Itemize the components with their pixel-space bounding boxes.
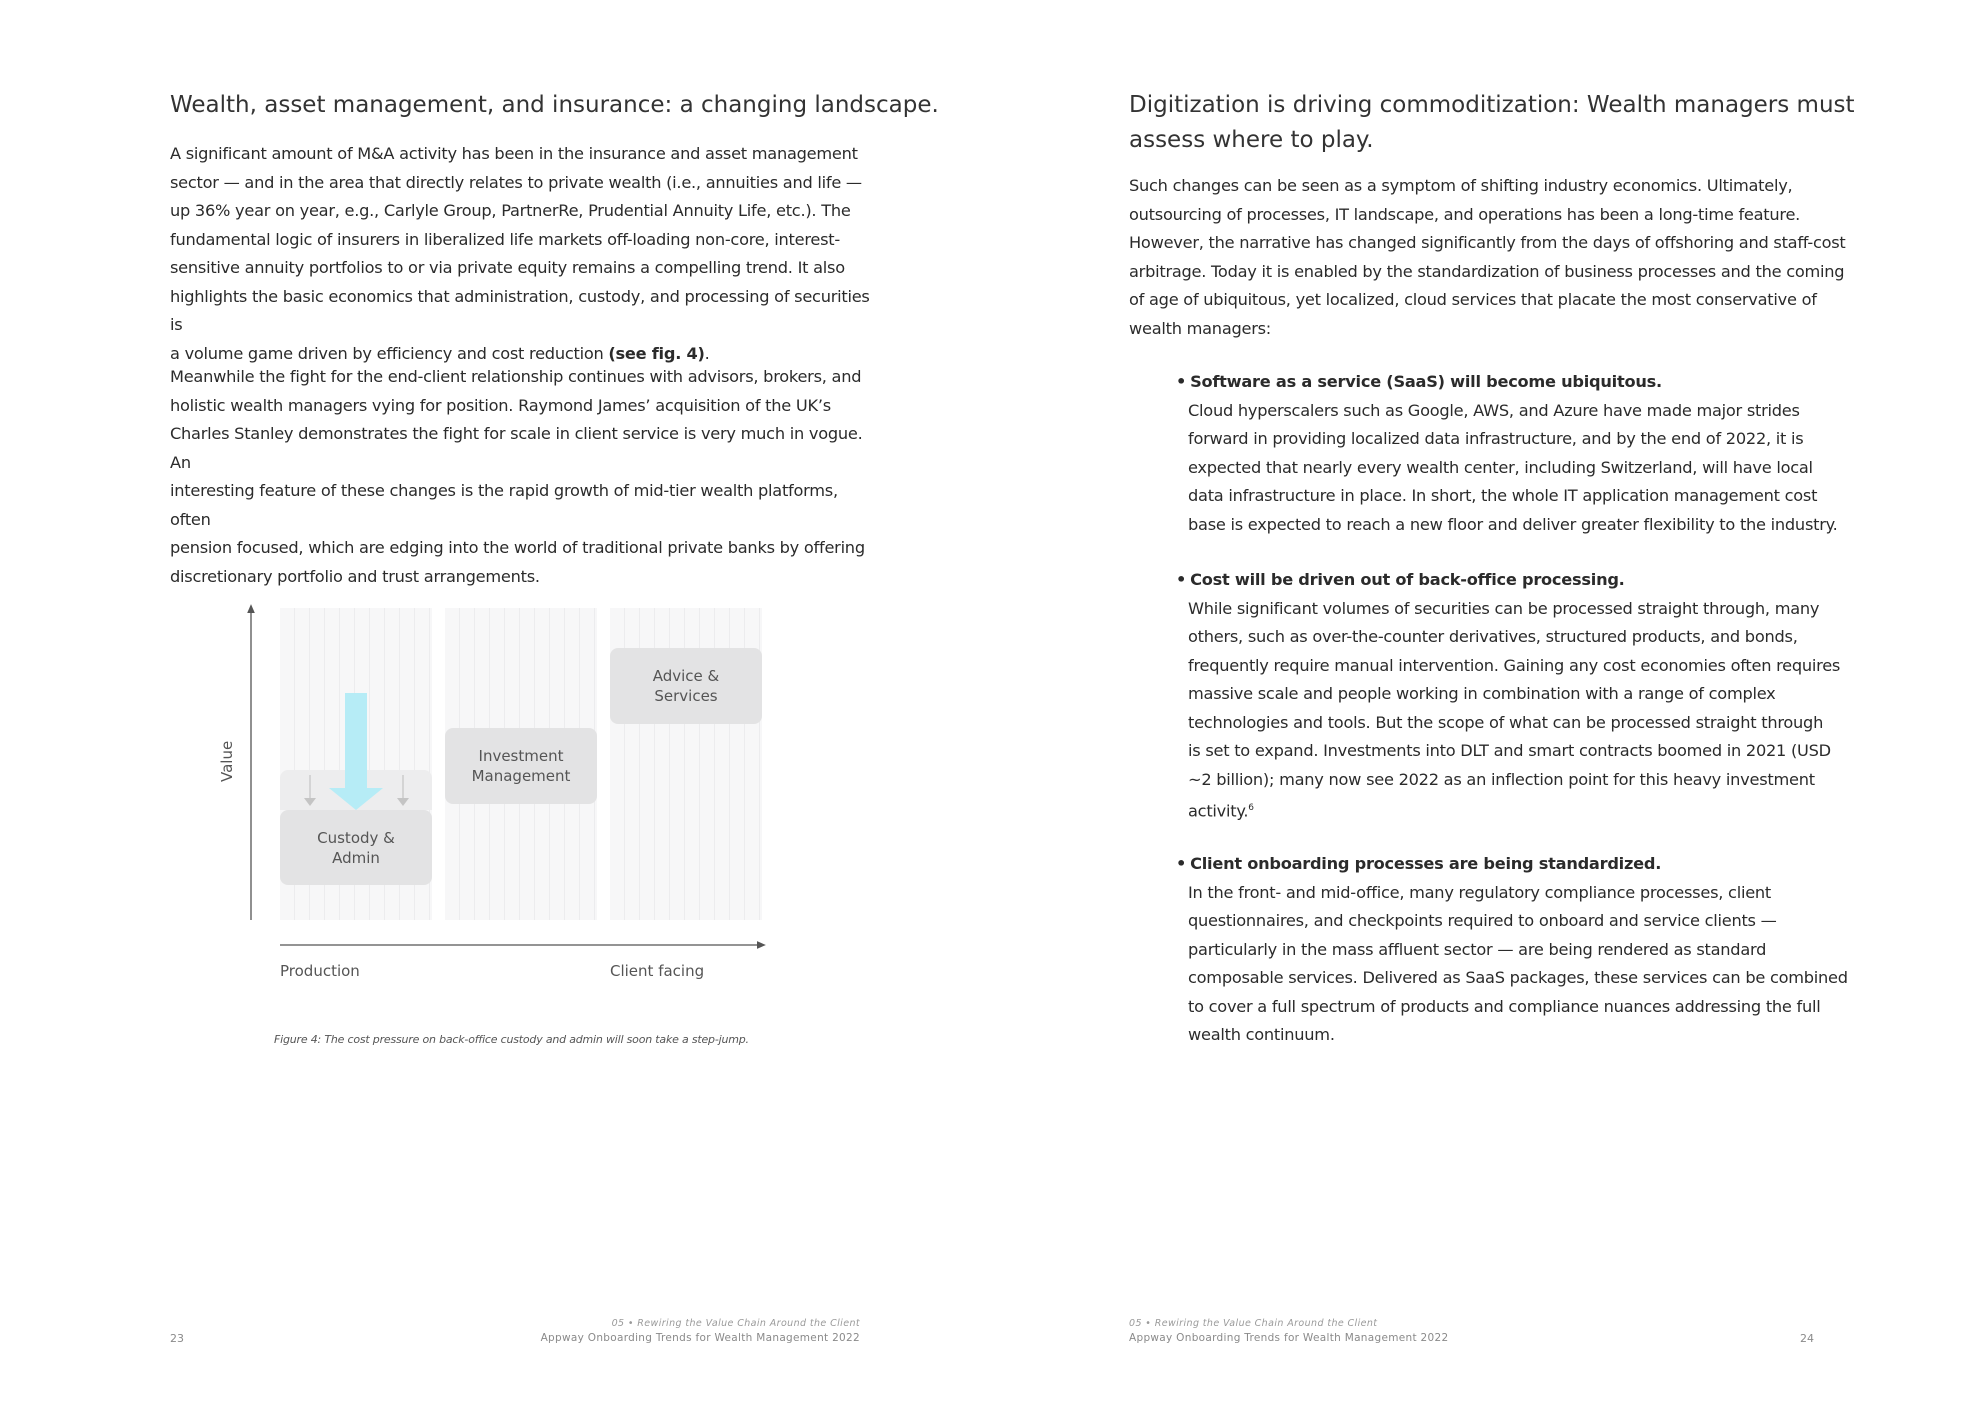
heading-line: Digitization is driving commoditization: Wealth managers must xyxy=(1129,92,1855,118)
custody-admin-box xyxy=(280,810,432,885)
bullet-title xyxy=(1176,368,1868,397)
text-line: expected that nearly every wealth center, including Switzerland, will have local xyxy=(1188,457,1813,477)
bullet-dot: • xyxy=(1176,372,1187,391)
page-number: 24 xyxy=(1800,1332,1814,1345)
text-line: particularly in the mass affluent sector — are being rendered as standard xyxy=(1188,939,1767,959)
text-line: In the front- and mid-office, many regulatory compliance processes, client xyxy=(1188,882,1772,902)
text-line: composable services. Delivered as SaaS packages, these services can be combined xyxy=(1188,968,1848,987)
text-line: frequently require manual intervention. Gaining any cost economies often requires xyxy=(1188,655,1841,675)
heading-line: assess where to play. xyxy=(1129,127,1374,153)
text-line: interesting feature of these changes is the rapid growth of mid-tier wealth platforms, often xyxy=(170,481,838,529)
footer-title: Appway Onboarding Trends for Wealth Management 2022 xyxy=(540,1332,860,1344)
text-line: pension focused, which are edging into the world of traditional private banks by offering xyxy=(170,538,865,557)
text-line: Meanwhile the fight for the end-client relationship continues with advisors, brokers, and xyxy=(170,367,862,386)
box-label-line: Custody & xyxy=(317,828,395,847)
text-span: . xyxy=(704,343,710,363)
text-line: data infrastructure in place. In short, the whole IT application management cost xyxy=(1188,486,1818,505)
footnote-marker: 6 xyxy=(1248,803,1254,813)
text-line: holistic wealth managers vying for position. Raymond James’ acquisition of the UK’s xyxy=(170,395,831,415)
text-line: highlights the basic economics that administration, custody, and processing of securities is xyxy=(170,286,870,334)
right-heading xyxy=(1129,88,1855,158)
text-line: fundamental logic of insurers in liberalized life markets off-loading non-core, interest- xyxy=(170,229,840,249)
box-label-line: Admin xyxy=(332,848,380,867)
text-line: Cloud hyperscalers such as Google, AWS, and Azure have made major strides xyxy=(1188,400,1800,420)
bullet-title xyxy=(1176,850,1868,879)
text-line: massive scale and people working in combination with a range of complex xyxy=(1188,684,1776,703)
investment-management-box xyxy=(445,728,597,804)
bullet-dot: • xyxy=(1176,854,1187,873)
text-line: up 36% year on year, e.g., Carlyle Group, PartnerRe, Prudential Annuity Life, etc.). The xyxy=(170,201,851,220)
text-line: While significant volumes of securities can be processed straight through, many xyxy=(1188,598,1820,618)
text-line: to cover a full spectrum of products and compliance nuances addressing the full xyxy=(1188,996,1821,1016)
bullet-title-text: Software as a service (SaaS) will become ubiquitous. xyxy=(1190,372,1662,391)
footer-section: 05 • Rewiring the Value Chain Around the Client xyxy=(1129,1318,1378,1329)
y-axis-label: Value xyxy=(218,740,236,782)
text-line: is set to expand. Investments into DLT and smart contracts boomed in 2021 (USD xyxy=(1188,741,1831,760)
text-line: outsourcing of processes, IT landscape, and operations has been a long-time feature. xyxy=(1129,204,1801,224)
right-intro-paragraph xyxy=(1129,172,1849,343)
footer-section: 05 • Rewiring the Value Chain Around the Client xyxy=(611,1318,860,1329)
text-line: ~2 billion); many now see 2022 as an inflection point for this heavy investment xyxy=(1188,769,1815,789)
text-line: wealth managers: xyxy=(1129,318,1272,338)
text-line: discretionary portfolio and trust arrangements. xyxy=(170,566,540,586)
text-line: arbitrage. Today it is enabled by the standardization of business processes and the coming xyxy=(1129,261,1845,281)
x-axis-label-client-facing: Client facing xyxy=(610,962,705,980)
text-line: of age of ubiquitous, yet localized, cloud services that placate the most conservative of xyxy=(1129,290,1817,309)
text-line: sector — and in the area that directly relates to private wealth (i.e., annuities and life — xyxy=(170,172,862,192)
text-line: base is expected to reach a new floor and deliver greater flexibility to the industry. xyxy=(1188,514,1838,534)
cost-pressure-down-arrow xyxy=(329,693,383,810)
left-paragraph-1 xyxy=(170,140,870,368)
figure-reference: (see fig. 4) xyxy=(608,343,705,363)
box-label-line: Services xyxy=(654,687,718,705)
value-chain-figure xyxy=(200,590,800,1010)
footer-title: Appway Onboarding Trends for Wealth Management 2022 xyxy=(1129,1332,1449,1344)
small-down-arrow-right xyxy=(397,775,409,806)
small-down-arrow-left xyxy=(304,775,316,806)
text-line: sensitive annuity portfolios to or via private equity remains a compelling trend. It also xyxy=(170,258,845,277)
text-line xyxy=(1188,794,1868,826)
box-label-line: Advice & xyxy=(652,667,720,685)
text-line: However, the narrative has changed significantly from the days of offshoring and staff-cost xyxy=(1129,233,1846,252)
left-heading: Wealth, asset management, and insurance: a changing landscape. xyxy=(170,92,939,118)
advice-services-box xyxy=(610,648,762,724)
text-line: questionnaires, and checkpoints required to onboard and service clients — xyxy=(1188,911,1777,930)
right-page xyxy=(992,0,1984,1403)
bullet-back-office xyxy=(1176,566,1868,826)
figure-caption: Figure 4: The cost pressure on back-office custody and admin will soon take a step-jump. xyxy=(274,1033,749,1046)
page-number: 23 xyxy=(170,1332,184,1345)
text-line: technologies and tools. But the scope of what can be processed straight through xyxy=(1188,712,1824,732)
text-line: wealth continuum. xyxy=(1188,1025,1335,1044)
x-axis-label-production: Production xyxy=(280,962,360,980)
text-line: forward in providing localized data infrastructure, and by the end of 2022, it is xyxy=(1188,429,1804,448)
box-label-line: Management xyxy=(471,767,571,785)
bullet-dot: • xyxy=(1176,570,1187,589)
box-label-line: Investment xyxy=(478,747,564,765)
bullet-onboarding xyxy=(1176,850,1868,1050)
bullet-title xyxy=(1176,566,1868,595)
bullet-title-text: Client onboarding processes are being standardized. xyxy=(1190,854,1662,873)
bullet-saas xyxy=(1176,368,1868,539)
text-line: Charles Stanley demonstrates the fight for scale in client service is very much in vogue. An xyxy=(170,424,863,472)
text-span: activity. xyxy=(1188,801,1249,821)
bullet-title-text: Cost will be driven out of back-office processing. xyxy=(1190,570,1625,589)
text-line: Such changes can be seen as a symptom of shifting industry economics. Ultimately, xyxy=(1129,176,1793,195)
left-paragraph-2 xyxy=(170,363,870,591)
text-span: a volume game driven by efficiency and cost reduction xyxy=(170,343,609,363)
text-line: A significant amount of M&A activity has been in the insurance and asset management xyxy=(170,144,858,163)
text-line: others, such as over-the-counter derivatives, structured products, and bonds, xyxy=(1188,627,1798,646)
